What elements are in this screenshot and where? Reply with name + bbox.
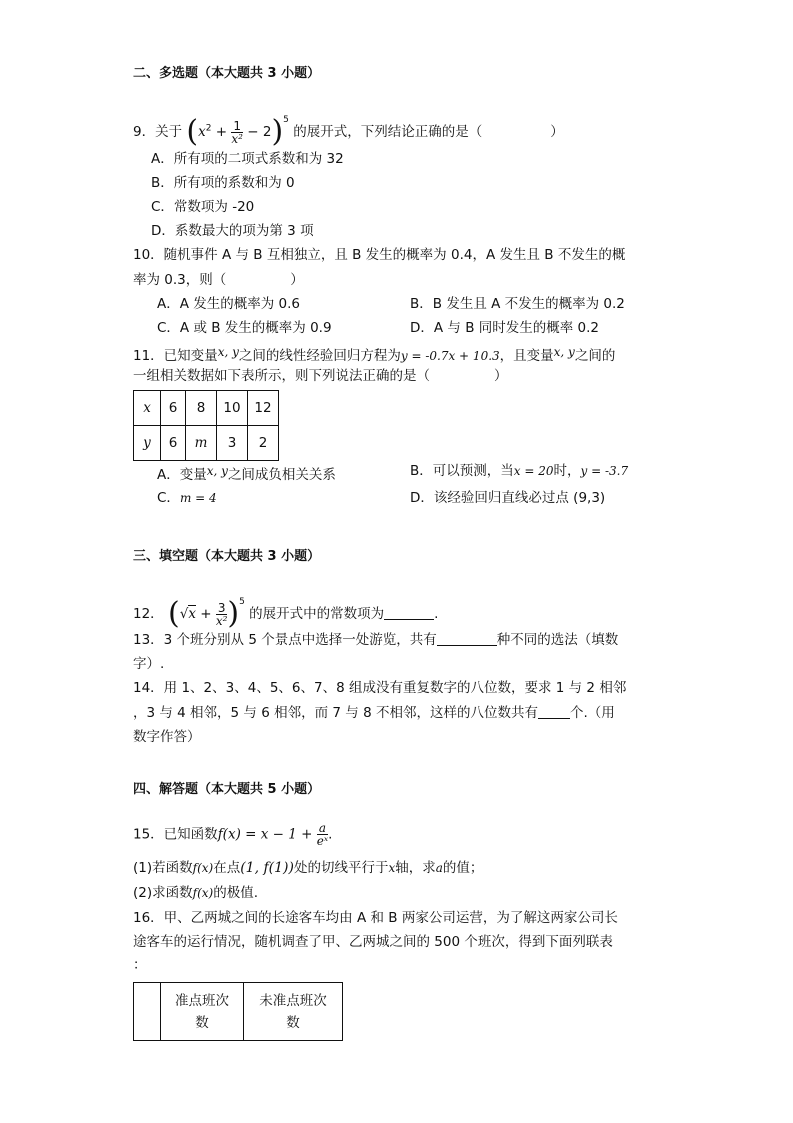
section-header-fill-in: 三、填空题（本大题共 3 小题） [133, 549, 321, 564]
table-corner-cell [134, 983, 161, 1041]
question-16-line1: 16．甲、乙两城之间的长途客车均由 A 和 B 两家公司运营，为了解这两家公司长 [133, 910, 618, 926]
table-row [134, 983, 343, 1041]
question-15-part2: (2)求函数f(x)的极值. [133, 885, 258, 901]
question-9-stem: 9．关于 ($x^2$ + $\frac{1}{\text{x²}}$ − 2)$^5$ 的展开式，下列结论正确的是（ ） [133, 114, 564, 149]
table-header-on-time: 准点班次 数 [161, 983, 244, 1041]
question-11-line1: 11．已知变量x, y之间的线性经验回归方程为y = -0.7x + 10.3，且变量x, y之间的 [133, 345, 616, 364]
contingency-table [133, 982, 343, 1041]
question-10-line2: 率为 0.3，则（ ） [133, 272, 304, 288]
question-9-option-a: A．所有项的二项式系数和为 32 [151, 151, 344, 167]
question-10-option-a: A．A 发生的概率为 0.6 [157, 296, 301, 312]
question-11-option-c: C．m = 4 [157, 490, 217, 506]
answer-blank[interactable] [384, 605, 434, 620]
section-header-multiple-choice: 二、多选题（本大题共 3 小题） [133, 66, 321, 81]
right-paren-icon: ) [227, 596, 240, 631]
table-row: x 6 8 10 12 [134, 391, 279, 426]
question-11-data-table [133, 390, 279, 461]
question-14-line1: 14．用 1、2、3、4、5、6、7、8 组成没有重复数字的八位数，要求 1 与 2 相邻 [133, 680, 627, 696]
question-10-option-b: B．B 发生且 A 不发生的概率为 0.2 [410, 296, 625, 312]
question-9-number: 9．关于 [133, 124, 183, 140]
question-13-line1: 13．3 个班分别从 5 个景点中选择一处游览，共有 种不同的选法（填数 [133, 632, 619, 648]
left-paren-icon: ( [167, 596, 180, 631]
question-9-option-c: C．常数项为 -20 [151, 199, 255, 215]
fraction: $\frac{1}{\text{x²}}$ [231, 118, 243, 146]
question-11-option-a: A．变量x, y之间成负相关关系 [157, 464, 336, 483]
sqrt-icon: √ [179, 606, 189, 622]
table-header-not-on-time: 未准点班次 数 [244, 983, 343, 1041]
question-16-line3: ： [133, 957, 147, 973]
question-12-stem: 12． (√x + $\frac{3}{\text{x²}}$ )$^5$ 的展开式中的常数项为 . [133, 596, 439, 631]
table-row: y 6 m 3 2 [134, 426, 279, 461]
question-14-line2: ，3 与 4 相邻，5 与 6 相邻，而 7 与 8 不相邻，这样的八位数共有 个.（用 [133, 705, 615, 721]
question-11-option-b: B．可以预测，当x = 20时，y = -3.7 [410, 463, 629, 479]
question-14-line3: 数字作答） [133, 729, 201, 745]
question-10-option-c: C．A 或 B 发生的概率为 0.9 [157, 320, 332, 336]
answer-blank[interactable] [437, 631, 497, 646]
right-paren-icon: ) [271, 114, 284, 149]
answer-blank[interactable] [538, 704, 570, 719]
question-10-line1: 10．随机事件 A 与 B 互相独立，且 B 发生的概率为 0.4，A 发生且 B 不发生的概 [133, 247, 626, 263]
fraction: $\frac{a}{\text{eˣ}}$ [316, 821, 329, 848]
question-9-expression: ($x^2$ + $\frac{1}{\text{x²}}$ − 2)$^5$ [186, 114, 289, 149]
question-10-option-d: D．A 与 B 同时发生的概率 0.2 [410, 320, 600, 336]
question-13-line2: 字）. [133, 656, 165, 672]
left-paren-icon: ( [186, 114, 199, 149]
question-11-line2: 一组相关数据如下表所示，则下列说法正确的是（ ） [133, 368, 508, 384]
section-header-solutions: 四、解答题（本大题共 5 小题） [133, 782, 321, 797]
question-15-part1: (1)若函数f(x)在点(1, f(1))处的切线平行于x轴，求a的值； [133, 860, 484, 876]
question-11-option-d: D．该经验回归直线必过点 (9,3) [410, 490, 606, 506]
question-15-stem: 15．已知函数f(x) = x − 1 + $\frac{a}{\text{eˣ}}$ . [133, 821, 333, 848]
question-16-line2: 途客车的运行情况，随机调查了甲、乙两城之间的 500 个班次，得到下面列联表 [133, 934, 613, 950]
fraction: $\frac{3}{\text{x²}}$ [215, 600, 228, 628]
question-9-option-d: D．系数最大的项为第 3 项 [151, 223, 314, 239]
question-9-option-b: B．所有项的系数和为 0 [151, 175, 295, 191]
question-9-text: 的展开式，下列结论正确的是（ [293, 124, 483, 140]
